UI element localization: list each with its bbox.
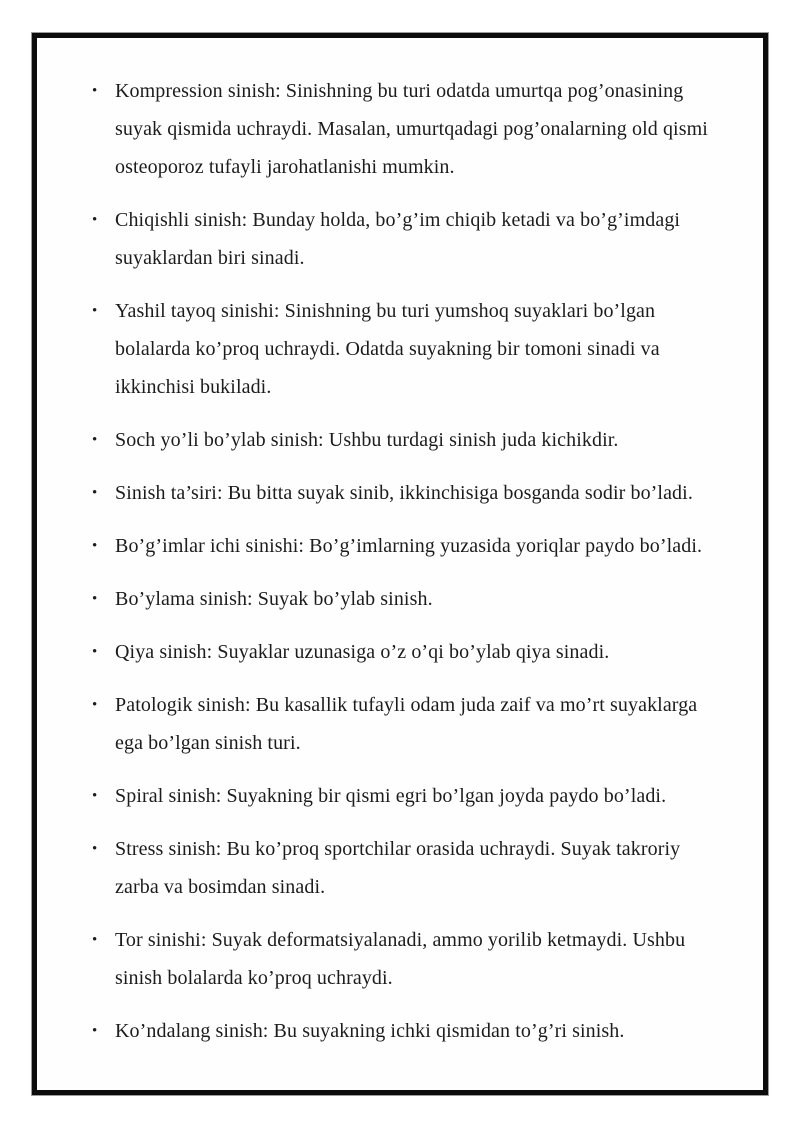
list-item-text: Tor sinishi: Suyak deformatsiyalanadi, ammo yorilib ketmaydi. Ushbu sinish bolalarda ko’proq uchraydi. bbox=[115, 929, 686, 989]
list-item bbox=[75, 580, 709, 618]
document-page bbox=[32, 33, 768, 1095]
list-item bbox=[75, 72, 709, 186]
list-item-text: Kompression sinish: Sinishning bu turi odatda umurtqa pog’onasining suyak qismida uchraydi. Masalan, umurtqadagi pog’onalarning old qismi osteoporoz tufayli jarohatlanishi mumkin. bbox=[115, 80, 708, 178]
bullet-icon: • bbox=[92, 485, 98, 501]
list-item-text: Patologik sinish: Bu kasallik tufayli odam juda zaif va mo’rt suyaklarga ega bo’lgan sinish turi. bbox=[115, 694, 698, 754]
list-item-text: Soch yo’li bo’ylab sinish: Ushbu turdagi sinish juda kichikdir. bbox=[115, 429, 619, 451]
list-item-text: Sinish ta’siri: Bu bitta suyak sinib, ikkinchisiga bosganda sodir bo’ladi. bbox=[115, 482, 693, 504]
list-item-text: Ko’ndalang sinish: Bu suyakning ichki qismidan to’g’ri sinish. bbox=[115, 1020, 625, 1042]
list-item bbox=[75, 1012, 709, 1050]
list-item bbox=[75, 527, 709, 565]
bullet-icon: • bbox=[92, 697, 98, 713]
list-item-text: Bo’ylama sinish: Suyak bo’ylab sinish. bbox=[115, 588, 433, 610]
bullet-icon: • bbox=[92, 841, 98, 857]
list-item-text: Bo’g’imlar ichi sinishi: Bo’g’imlarning yuzasida yoriqlar paydo bo’ladi. bbox=[115, 535, 703, 557]
bullet-icon: • bbox=[92, 538, 98, 554]
list-item bbox=[75, 474, 709, 512]
bullet-icon: • bbox=[92, 212, 98, 228]
bullet-icon: • bbox=[92, 788, 98, 804]
bullet-icon: • bbox=[92, 591, 98, 607]
list-item-text: Spiral sinish: Suyakning bir qismi egri bo’lgan joyda paydo bo’ladi. bbox=[115, 785, 667, 807]
list-item bbox=[75, 633, 709, 671]
bullet-icon: • bbox=[92, 432, 98, 448]
list-item-text: Qiya sinish: Suyaklar uzunasiga o’z o’qi bo’ylab qiya sinadi. bbox=[115, 641, 610, 663]
bullet-icon: • bbox=[92, 932, 98, 948]
list-item bbox=[75, 777, 709, 815]
list-item bbox=[75, 686, 709, 762]
list-item bbox=[75, 201, 709, 277]
bullet-icon: • bbox=[92, 303, 98, 319]
list-item-text: Chiqishli sinish: Bunday holda, bo’g’im chiqib ketadi va bo’g’imdagi suyaklardan biri sinadi. bbox=[115, 209, 681, 269]
page-content bbox=[37, 38, 763, 1050]
list-item bbox=[75, 292, 709, 406]
bullet-icon: • bbox=[92, 1023, 98, 1039]
bullet-icon: • bbox=[92, 83, 98, 99]
list-item bbox=[75, 921, 709, 997]
bullet-icon: • bbox=[92, 644, 98, 660]
list-item bbox=[75, 830, 709, 906]
list-item bbox=[75, 421, 709, 459]
list-item-text: Yashil tayoq sinishi: Sinishning bu turi yumshoq suyaklari bo’lgan bolalarda ko’proq uchraydi. Odatda suyakning bir tomoni sinadi va ikkinchisi bukiladi. bbox=[115, 300, 660, 398]
fracture-types-list bbox=[75, 72, 709, 1050]
list-item-text: Stress sinish: Bu ko’proq sportchilar orasida uchraydi. Suyak takroriy zarba va bosimdan sinadi. bbox=[115, 838, 681, 898]
